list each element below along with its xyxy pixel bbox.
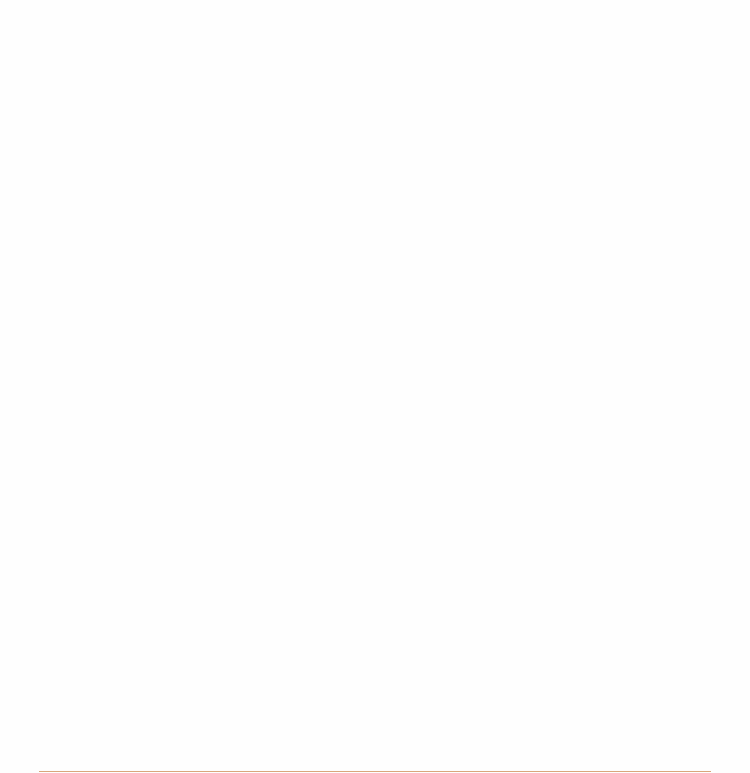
footer-divider [39, 771, 711, 772]
